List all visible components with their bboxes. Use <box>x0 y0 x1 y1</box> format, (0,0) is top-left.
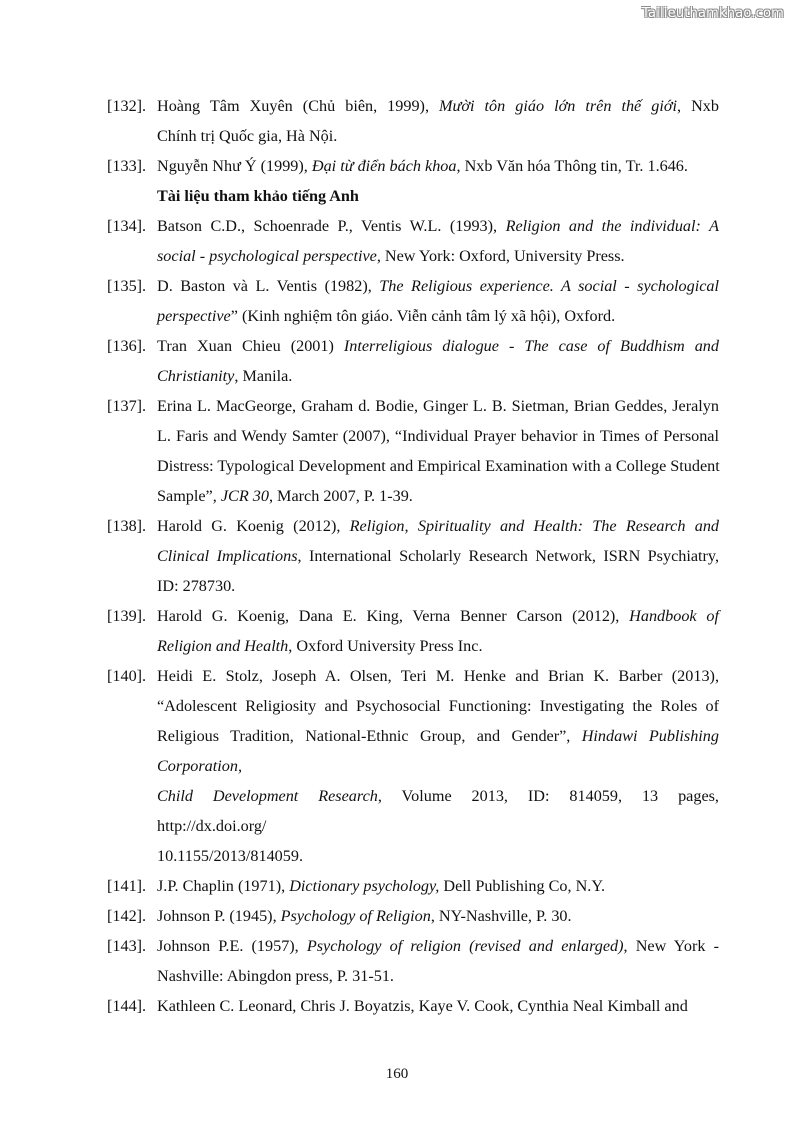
reference-title-text: The Religious experience. A social - sychological <box>379 277 719 295</box>
reference-line <box>157 451 719 481</box>
reference-title-text: Religion, Spirituality and Health: The Research and <box>349 517 720 535</box>
reference-line <box>157 91 719 121</box>
reference-number: [134]. <box>107 217 147 235</box>
reference-text: 10.1155/2013/814059. <box>157 847 303 865</box>
reference-line <box>157 301 719 331</box>
reference-entry <box>0 901 719 931</box>
reference-text: , Nxb <box>677 97 719 115</box>
reference-number: [137]. <box>107 397 147 415</box>
reference-entry <box>0 391 719 511</box>
reference-text: , Volume 2013, ID: 814059, 13 pages, <box>377 787 719 805</box>
reference-list <box>0 91 794 1021</box>
reference-entry <box>0 211 719 271</box>
reference-text: , International Scholarly Research Network, ISRN Psychiatry, <box>297 547 719 565</box>
reference-number: [133]. <box>107 157 147 175</box>
reference-line <box>157 631 719 661</box>
reference-text: Dell Publishing Co, N.Y. <box>439 877 606 895</box>
reference-text: Kathleen C. Leonard, Chris J. Boyatzis, Kaye V. Cook, Cynthia Neal Kimball and <box>157 997 688 1015</box>
reference-line <box>157 511 719 541</box>
reference-text: Tran Xuan Chieu (2001) <box>157 337 344 355</box>
reference-line <box>157 871 719 901</box>
reference-text: Chính trị Quốc gia, Hà Nội. <box>157 127 338 145</box>
reference-line <box>157 691 719 721</box>
reference-line <box>157 271 719 301</box>
reference-number: [140]. <box>107 667 147 685</box>
reference-entry <box>0 601 719 661</box>
reference-text: , Manila. <box>234 367 293 385</box>
reference-line <box>157 751 719 781</box>
reference-text: Batson C.D., Schoenrade P., Ventis W.L. (1993), <box>157 217 506 235</box>
reference-title-text: Psychology of religion (revised and enlarged) <box>306 937 624 955</box>
reference-title-text: Child Development Research <box>157 787 378 805</box>
reference-number: [138]. <box>107 517 147 535</box>
reference-number: [142]. <box>107 907 147 925</box>
reference-text: Harold G. Koenig (2012), <box>157 517 350 535</box>
reference-line <box>157 391 719 421</box>
reference-text: Nguyễn Như Ý (1999), <box>157 157 312 175</box>
reference-title-text: social - psychological perspective <box>157 247 377 265</box>
reference-line <box>157 811 719 841</box>
reference-title-text: JCR 30 <box>220 487 269 505</box>
reference-text: Erina L. MacGeorge, Graham d. Bodie, Ginger L. B. Sietman, Brian Geddes, Jeralyn <box>157 397 719 415</box>
reference-line <box>157 541 719 571</box>
reference-text: ID: 278730. <box>157 577 236 595</box>
reference-line <box>157 361 719 391</box>
reference-line <box>157 151 719 181</box>
reference-text: , March 2007, P. 1-39. <box>268 487 413 505</box>
reference-text: , Nxb Văn hóa Thông tin, Tr. 1.646. <box>456 157 688 175</box>
watermark: Tailieuthamkhao.com <box>642 6 784 21</box>
reference-title-text: Hindawi Publishing <box>581 727 719 745</box>
reference-entry <box>0 151 719 181</box>
reference-text: ” (Kinh nghiệm tôn giáo. Viễn cảnh tâm lý xã hội), Oxford. <box>230 307 616 325</box>
reference-line <box>157 571 719 601</box>
reference-entry <box>0 91 719 151</box>
reference-title-text: Đại từ điển bách khoa <box>311 157 457 175</box>
reference-line <box>157 901 719 931</box>
reference-line <box>157 481 719 511</box>
reference-entry <box>0 931 719 991</box>
reference-text: , Oxford University Press Inc. <box>288 637 483 655</box>
reference-number: [139]. <box>107 607 147 625</box>
reference-line <box>157 841 719 871</box>
reference-line <box>157 331 719 361</box>
reference-text: Religious Tradition, National-Ethnic Group, and Gender”, <box>157 727 582 745</box>
reference-line <box>157 121 719 151</box>
reference-text: , NY-Nashville, P. 30. <box>430 907 572 925</box>
reference-number: [141]. <box>107 877 147 895</box>
reference-text: Johnson P. (1945), <box>157 907 281 925</box>
reference-title-text: Interreligious dialogue - The case of Buddhism and <box>343 337 719 355</box>
reference-number: [144]. <box>107 997 147 1015</box>
reference-title-text: Christianity <box>157 367 235 385</box>
reference-number: [136]. <box>107 337 147 355</box>
reference-line <box>157 721 719 751</box>
reference-text: D. Baston và L. Ventis (1982), <box>157 277 380 295</box>
reference-entry <box>0 661 719 871</box>
reference-line <box>157 211 719 241</box>
reference-text: Johnson P.E. (1957), <box>157 937 307 955</box>
reference-number: [132]. <box>107 97 147 115</box>
reference-number: [143]. <box>107 937 147 955</box>
reference-text: J.P. Chaplin (1971), <box>157 877 290 895</box>
reference-text: Heidi E. Stolz, Joseph A. Olsen, Teri M. Henke and Brian K. Barber (2013), <box>157 667 719 685</box>
reference-entry <box>0 331 719 391</box>
reference-line <box>157 661 719 691</box>
reference-text: Sample”, <box>157 487 221 505</box>
reference-entry <box>0 991 719 1021</box>
reference-line <box>157 421 719 451</box>
reference-text: http://dx.doi.org/ <box>157 817 267 835</box>
reference-text: Hoàng Tâm Xuyên (Chủ biên, 1999), <box>157 97 440 115</box>
reference-line <box>157 961 719 991</box>
reference-title-text: Handbook of <box>629 607 720 625</box>
reference-line <box>157 991 719 1021</box>
reference-text: Harold G. Koenig, Dana E. King, Verna Benner Carson (2012), <box>157 607 630 625</box>
reference-title-text: Mười tôn giáo lớn trên thế giới <box>439 97 678 115</box>
reference-title-text: Dictionary psychology, <box>289 877 440 895</box>
reference-title-text: Corporation, <box>157 757 243 775</box>
reference-text: , New York: Oxford, University Press. <box>376 247 625 265</box>
reference-text: L. Faris and Wendy Samter (2007), “Individual Prayer behavior in Times of Personal <box>157 427 719 445</box>
reference-text: Nashville: Abingdon press, P. 31-51. <box>157 967 394 985</box>
reference-number: [135]. <box>107 277 147 295</box>
reference-entry <box>0 871 719 901</box>
reference-title-text: Religion and Health <box>157 637 289 655</box>
reference-entry <box>0 511 719 601</box>
reference-line <box>157 931 719 961</box>
reference-text: , New York - <box>623 937 719 955</box>
reference-title-text: Clinical Implications <box>157 547 298 565</box>
reference-entry <box>0 271 719 331</box>
page-number: 160 <box>385 1066 409 1082</box>
reference-line <box>157 601 719 631</box>
reference-text: Distress: Typological Development and Empirical Examination with a College Student <box>157 457 720 475</box>
reference-line <box>157 241 719 271</box>
reference-title-text: perspective <box>157 307 231 325</box>
reference-text: “Adolescent Religiosity and Psychosocial Functioning: Investigating the Roles of <box>157 697 719 715</box>
reference-title-text: Psychology of Religion <box>280 907 431 925</box>
section-heading: Tài liệu tham khảo tiếng Anh <box>157 187 359 205</box>
reference-title-text: Religion and the individual: A <box>505 217 719 235</box>
reference-line <box>157 781 719 811</box>
